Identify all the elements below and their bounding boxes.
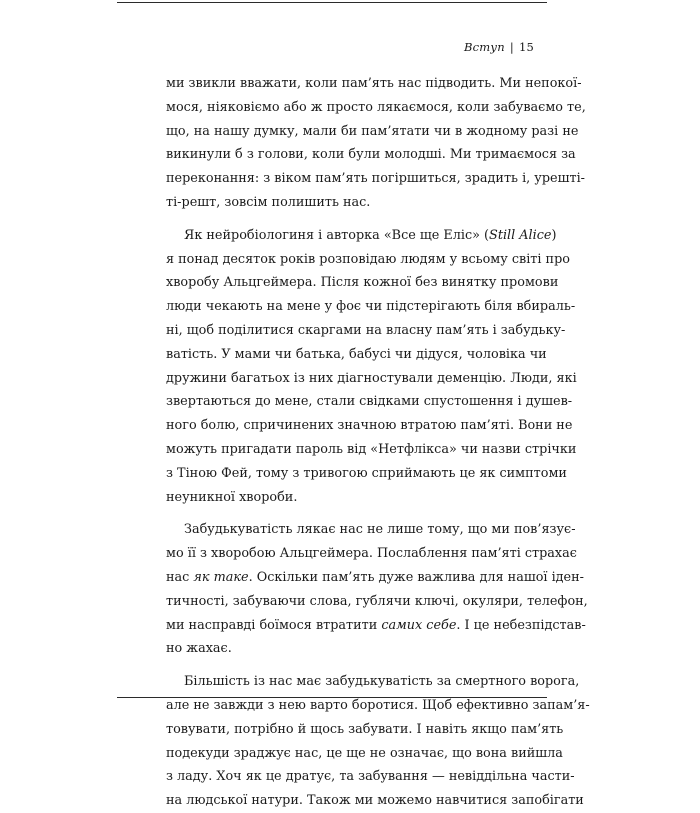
text-segment: подекуди зраджує нас, це ще не означає, що вона вийшла bbox=[166, 745, 563, 761]
text-segment: ватість. У мами чи батька, бабусі чи дідуся, чоловіка чи bbox=[166, 346, 547, 362]
text-segment: но жахає. bbox=[166, 641, 232, 657]
text-line bbox=[166, 414, 573, 438]
italic-text: як таке bbox=[193, 569, 249, 585]
text-segment: ті-решт, зовсім полишить нас. bbox=[166, 194, 371, 210]
text-line bbox=[166, 614, 586, 638]
text-line bbox=[166, 143, 576, 167]
text-segment: ) bbox=[551, 227, 557, 243]
text-line bbox=[166, 486, 534, 510]
text-line bbox=[166, 566, 584, 590]
text-segment: мо її з хворобою Альцгеймера. Послаблення пам’яті страхає bbox=[166, 546, 577, 562]
text-segment: неуникної хвороби. bbox=[166, 489, 298, 505]
text-segment: Забудькуватість лякає нас не лише тому, що ми пов’язує- bbox=[184, 522, 576, 538]
italic-text: Still Alice bbox=[489, 227, 552, 243]
text-segment: тичності, забуваючи слова, гублячи ключі, окуляри, телефон, bbox=[166, 593, 588, 609]
paragraph-gap bbox=[166, 661, 534, 670]
text-line bbox=[166, 367, 577, 391]
text-line bbox=[166, 248, 570, 272]
paragraph-gap bbox=[166, 215, 534, 224]
text-line bbox=[166, 72, 582, 96]
text-line bbox=[166, 462, 567, 486]
text-segment: товувати, потрібно й щось забувати. І навіть якщо пам’ять bbox=[166, 721, 564, 737]
top-rule bbox=[117, 2, 547, 3]
text-segment: хворобу Альцгеймера. Після кожної без винятку промови bbox=[166, 275, 559, 291]
text-line bbox=[166, 742, 563, 766]
text-segment: ні, щоб поділитися скаргами на власну пам’ять і забудьку- bbox=[166, 322, 566, 338]
text-line bbox=[166, 390, 573, 414]
text-segment: але не завжди з нею варто боротися. Щоб ефективно запам’я- bbox=[166, 697, 590, 713]
text-segment: ми звикли вважати, коли пам’ять нас підводить. Ми непокої- bbox=[166, 76, 582, 91]
text-line bbox=[166, 343, 547, 367]
page-number: 15 bbox=[518, 40, 534, 54]
text-line bbox=[166, 789, 584, 813]
text-line bbox=[166, 718, 564, 742]
text-segment: з Тіною Фей, тому з тривогою сприймають це як симптоми bbox=[166, 465, 567, 481]
text-segment: Як нейробіологиня і авторка «Все ще Еліс» ( bbox=[184, 227, 490, 243]
text-segment: Більшість із нас має забудькуватість за смертного ворога, bbox=[184, 674, 580, 690]
text-line bbox=[166, 224, 557, 248]
section-title: Вступ bbox=[464, 40, 505, 54]
header-separator: | bbox=[509, 40, 514, 54]
bottom-rule bbox=[117, 697, 547, 698]
text-segment: з ладу. Хоч як це дратує, та забування — невіддільна части- bbox=[166, 769, 575, 785]
text-segment: люди чекають на мене у фоє чи підстерігають біля вбираль- bbox=[166, 299, 576, 315]
text-line bbox=[166, 295, 576, 319]
text-line bbox=[166, 765, 575, 789]
body-text bbox=[166, 72, 590, 813]
text-segment: нас bbox=[166, 569, 194, 585]
text-segment: ми насправді боїмося втратити bbox=[166, 617, 382, 633]
text-segment: можуть пригадати пароль від «Нетфлікса» чи назви стрічки bbox=[166, 441, 577, 457]
text-segment: я понад десяток років розповідаю людям у всьому світі про bbox=[166, 251, 570, 267]
text-segment: на людської натури. Також ми можемо навчитися запобігати bbox=[166, 793, 584, 809]
text-line bbox=[166, 518, 576, 542]
text-segment: звертаються до мене, стали свідками спустошення і душев- bbox=[166, 394, 573, 410]
text-line bbox=[166, 120, 579, 144]
running-head bbox=[464, 40, 534, 54]
paragraph bbox=[166, 670, 590, 813]
paragraph bbox=[166, 72, 586, 215]
paragraph bbox=[166, 518, 588, 661]
text-segment: . Оскільки пам’ять дуже важлива для нашої іден- bbox=[248, 569, 584, 585]
text-line bbox=[166, 438, 577, 462]
text-line bbox=[166, 637, 534, 661]
text-line bbox=[166, 542, 577, 566]
text-segment: що, на нашу думку, мали би пам’ятати чи в жодному разі не bbox=[166, 123, 579, 139]
text-line bbox=[166, 590, 588, 614]
paragraph-gap bbox=[166, 509, 534, 518]
italic-text: самих себе bbox=[381, 617, 457, 633]
text-line bbox=[166, 167, 585, 191]
text-line bbox=[166, 670, 580, 694]
text-segment: переконання: з віком пам’ять погіршиться, зрадить і, урешті- bbox=[166, 171, 585, 187]
text-line bbox=[166, 191, 534, 215]
text-line bbox=[166, 96, 586, 120]
text-line bbox=[166, 319, 566, 343]
text-segment: . І це небезпідстав- bbox=[456, 617, 586, 633]
text-segment: викинули б з голови, коли були молодші. Ми тримаємося за bbox=[166, 147, 576, 163]
text-segment: дружини багатьох із них діагностували деменцію. Люди, які bbox=[166, 370, 577, 386]
text-segment: ного болю, спричинених значною втратою пам’яті. Вони не bbox=[166, 418, 573, 434]
text-line bbox=[166, 271, 559, 295]
paragraph bbox=[166, 224, 577, 510]
text-segment: мося, ніяковіємо або ж просто лякаємося, коли забуваємо те, bbox=[166, 99, 586, 115]
